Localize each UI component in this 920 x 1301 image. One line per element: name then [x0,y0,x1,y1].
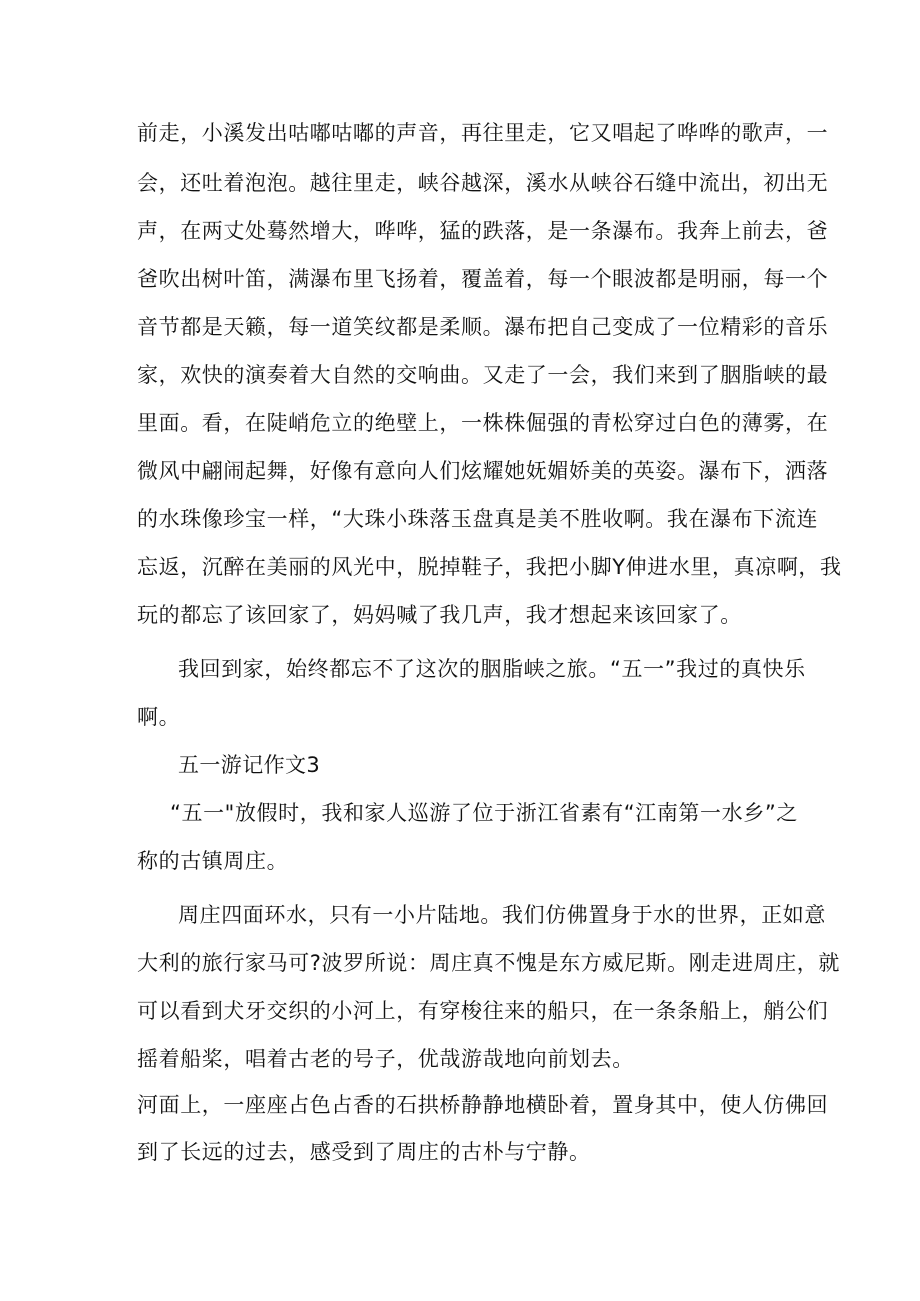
paragraph-1-line-9: 的水珠像珍宝一样，“大珠小珠落玉盘真是美不胜收啊。我在瀑布下流连 [137,507,819,531]
paragraph-1-line-1: 前走，小溪发出咕嘟咕嘟的声音，再往里走，它又唱起了哗哗的歌声，一 [137,121,829,145]
paragraph-5-line-2: 到了长远的过去，感受到了周庄的古朴与宁静。 [137,1140,591,1164]
paragraph-1-line-4: 爸吹出树叶笛，满瀑布里飞扬着，覆盖着，每一个眼波都是明丽，每一个 [137,267,829,291]
paragraph-4-line-4: 摇着船桨，唱着古老的号子，优哉游哉地向前划去。 [137,1047,634,1071]
paragraph-1-line-8: 微风中翩闹起舞，好像有意向人们炫耀她妩媚娇美的英姿。瀑布下，洒落 [137,459,829,483]
paragraph-1-line-11: 玩的都忘了该回家了，妈妈喊了我几声，我才想起来该回家了。 [137,603,742,627]
paragraph-3-line-2: 称的古镇周庄。 [137,849,289,873]
section-heading: 五一游记作文3 [178,753,321,777]
paragraph-5-line-1: 河面上，一座座占色占香的石拱桥静静地横卧着，置身其中，使人仿佛回 [137,1093,829,1117]
paragraph-1-line-5: 音节都是天籁，每一道笑纹都是柔顺。瀑布把自己变成了一位精彩的音乐 [137,315,829,339]
paragraph-4-line-3: 可以看到犬牙交织的小河上，有穿梭往来的船只，在一条条船上，艄公们 [137,999,829,1023]
paragraph-1-line-6: 家，欢快的演奏着大自然的交响曲。又走了一会，我们来到了胭脂峡的最 [137,363,829,387]
paragraph-3-line-1: “五一"放假时，我和家人巡游了位于浙江省素有“江南第一水乡”之 [170,801,798,825]
paragraph-4-line-2: 大利的旅行家马可?波罗所说：周庄真不愧是东方威尼斯。刚走进周庄，就 [137,951,840,975]
paragraph-1-line-2: 会，还吐着泡泡。越往里走，峡谷越深，溪水从峡谷石缝中流出，初出无 [137,171,829,195]
paragraph-1-line-3: 声，在两丈处蓦然增大，哗哗，猛的跌落，是一条瀑布。我奔上前去，爸 [137,219,829,243]
paragraph-1-line-10: 忘返，沉醉在美丽的风光中，脱掉鞋子，我把小脚Y伸进水里，真凉啊，我 [137,555,842,579]
paragraph-2-line-1: 我回到家，始终都忘不了这次的胭脂峡之旅。“五一”我过的真快乐 [178,657,806,681]
paragraph-4-line-1: 周庄四面环水，只有一小片陆地。我们仿佛置身于水的世界，正如意 [178,903,826,927]
paragraph-2-line-2: 啊。 [137,705,181,729]
paragraph-1-line-7: 里面。看，在陡峭危立的绝壁上，一株株倔强的青松穿过白色的薄雾，在 [137,411,829,435]
